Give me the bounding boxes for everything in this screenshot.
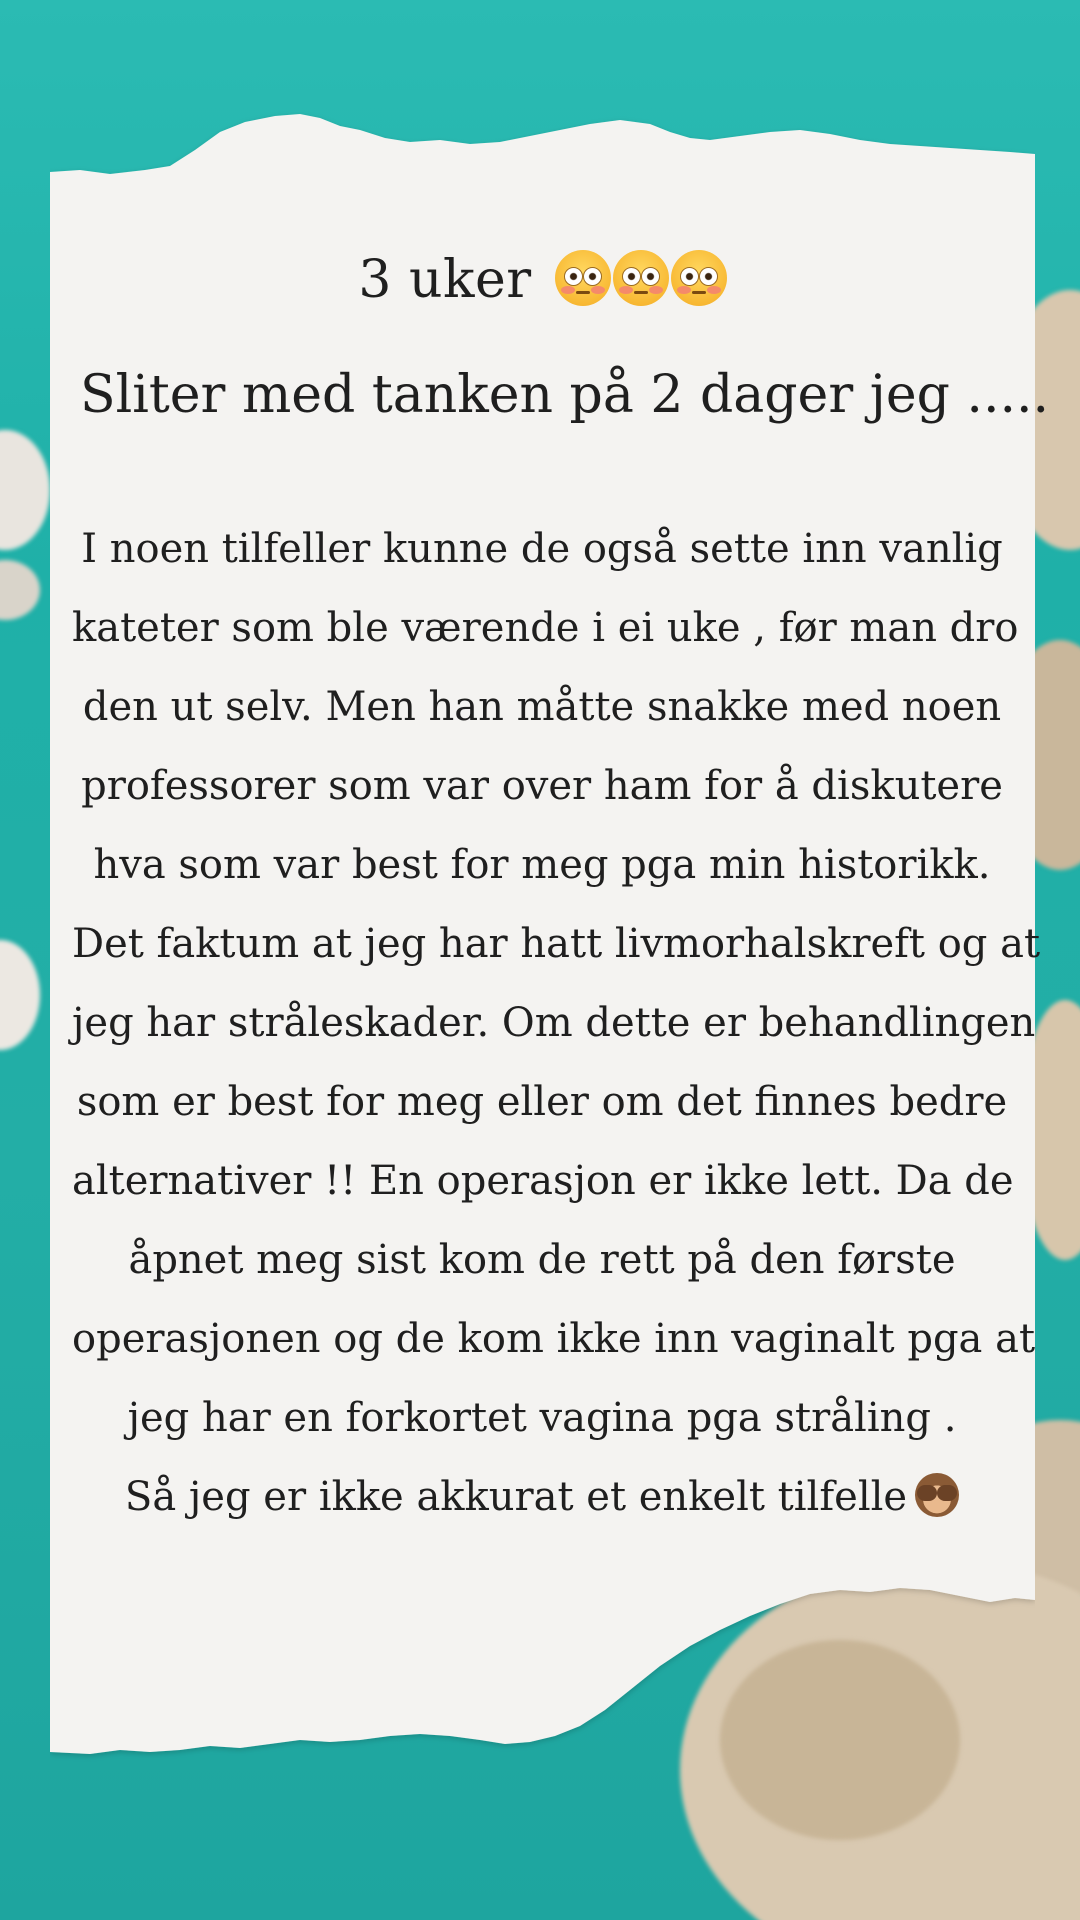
note-body <box>72 510 1041 1537</box>
body-line: professorer som var over ham for å diskutere <box>81 763 1003 809</box>
see-no-evil-monkey-icon <box>915 1473 959 1517</box>
background-blur-shape <box>0 430 50 550</box>
flushed-face-icon <box>613 250 669 306</box>
body-line-last <box>72 1458 1012 1537</box>
note-subtitle: Sliter med tanken på 2 dager jeg ..... <box>80 365 1050 425</box>
background-blur-shape <box>0 560 40 620</box>
torn-paper-note <box>50 110 1050 1800</box>
flushed-face-icon <box>671 250 727 306</box>
body-line: kateter som ble værende i ei uke , før man dro <box>72 605 1019 651</box>
body-line: I noen tilfeller kunne de også sette inn vanlig <box>81 526 1003 572</box>
body-line: åpnet meg sist kom de rett på den første <box>128 1237 956 1283</box>
background-blur-shape <box>0 940 40 1050</box>
body-line: Det faktum at jeg har hatt livmorhalskreft og at <box>72 921 1041 967</box>
body-line: operasjonen og de kom ikke inn vaginalt pga at <box>72 1316 1036 1362</box>
note-title <box>50 245 1035 315</box>
body-line: alternativer !! En operasjon er ikke lett. Da de <box>72 1158 1014 1204</box>
body-line: den ut selv. Men han måtte snakke med noen <box>82 684 1002 730</box>
body-line: jeg har stråleskader. Om dette er behandlingen <box>72 1000 1036 1046</box>
body-line: jeg har en forkortet vagina pga stråling . <box>127 1395 957 1441</box>
note-content <box>50 110 1050 1800</box>
body-line: som er best for meg eller om det finnes bedre <box>76 1079 1008 1125</box>
flushed-face-icon <box>555 250 611 306</box>
body-line: hva som var best for meg pga min historikk. <box>93 842 991 888</box>
body-line: Så jeg er ikke akkurat et enkelt tilfelle <box>124 1474 908 1520</box>
note-title-text: 3 uker <box>358 250 532 310</box>
